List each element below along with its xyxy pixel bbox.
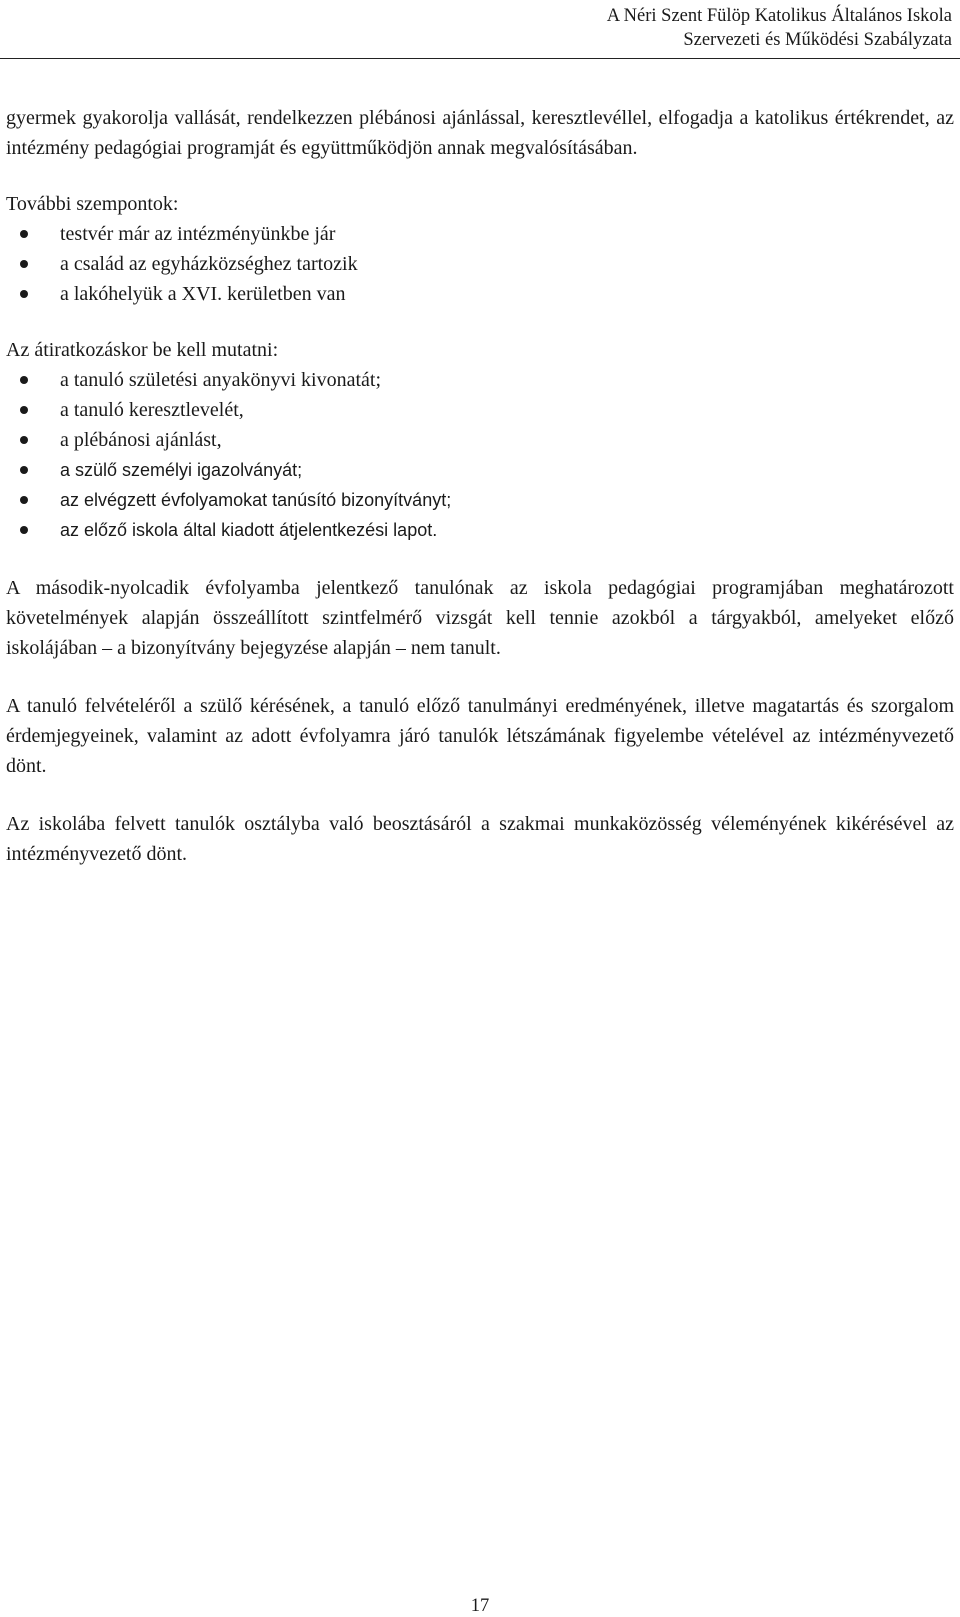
bullet-icon: [20, 436, 28, 444]
list-item: [6, 249, 954, 279]
transfer-heading: Az átiratkozáskor be kell mutatni:: [6, 339, 279, 361]
bullet-icon: [20, 290, 28, 298]
further-heading: További szempontok:: [6, 193, 179, 215]
page-number: 17: [470, 1596, 490, 1616]
bullet-icon: [20, 496, 28, 504]
list-item: [6, 425, 954, 455]
list-item: [6, 395, 954, 425]
transfer-list: [6, 365, 954, 545]
list-item-text: a tanuló keresztlevelét,: [60, 399, 244, 421]
bullet-icon: [20, 230, 28, 238]
list-item-text: a lakóhelyük a XVI. kerületben van: [60, 283, 346, 305]
bullet-icon: [20, 466, 28, 474]
bullet-icon: [20, 406, 28, 414]
header-divider: [0, 58, 960, 59]
list-item: [6, 365, 954, 395]
list-item: [6, 219, 954, 249]
list-item-text: az előző iskola által kiadott átjelentkezési lapot.: [60, 520, 438, 540]
list-item-text: a család az egyházközséghez tartozik: [60, 253, 358, 275]
list-item-text: testvér már az intézményünkbe jár: [60, 223, 336, 245]
paragraph-class-assignment: Az iskolába felvett tanulók osztályba való beosztásáról a szakmai munkaközösség véleményének kikérésével az intézményvezető dönt.: [6, 813, 954, 865]
list-item: [6, 455, 954, 485]
list-item: [6, 485, 954, 515]
list-item: [6, 279, 954, 309]
list-item-text: a tanuló születési anyakönyvi kivonatát;: [60, 369, 382, 391]
paragraph-entrance-exam: A második-nyolcadik évfolyamba jelentkező tanulónak az iskola pedagógiai programjában meghatározott követelmények alapján összeállított szintfelmérő vizsgát kell tennie azokból a tárgyakból, amelyeket előző iskolájában – a bizonyítvány bejegyzése alapján – nem tanult.: [6, 577, 954, 659]
bullet-icon: [20, 526, 28, 534]
list-item-text: az elvégzett évfolyamokat tanúsító bizonyítványt;: [60, 490, 452, 510]
further-list: [6, 219, 954, 309]
bullet-icon: [20, 260, 28, 268]
bullet-icon: [20, 376, 28, 384]
document-body: [6, 103, 954, 869]
header-school-name: A Néri Szent Fülöp Katolikus Általános Iskola: [606, 6, 952, 26]
intro-paragraph: gyermek gyakorolja vallását, rendelkezzen plébánosi ajánlással, keresztlevéllel, elfogadja a katolikus értékrendet, az intézmény pedagógiai programját és együttműködjön annak megvalósításában.: [6, 107, 954, 159]
list-item-text: a plébánosi ajánlást,: [60, 429, 222, 451]
paragraph-admission-decision: A tanuló felvételéről a szülő kérésének, a tanuló előző tanulmányi eredményének, illetve magatartás és szorgalom érdemjegyeinek, valamint az adott évfolyamra járó tanulók létszámának figyelembe vételével az intézményvezető dönt.: [6, 695, 954, 777]
header-document-title: Szervezeti és Működési Szabályzata: [683, 30, 952, 50]
list-item: [6, 515, 954, 545]
transfer-section: [6, 335, 954, 545]
page-header: [0, 4, 960, 52]
further-section: [6, 189, 954, 309]
list-item-text: a szülő személyi igazolványát;: [60, 460, 303, 480]
